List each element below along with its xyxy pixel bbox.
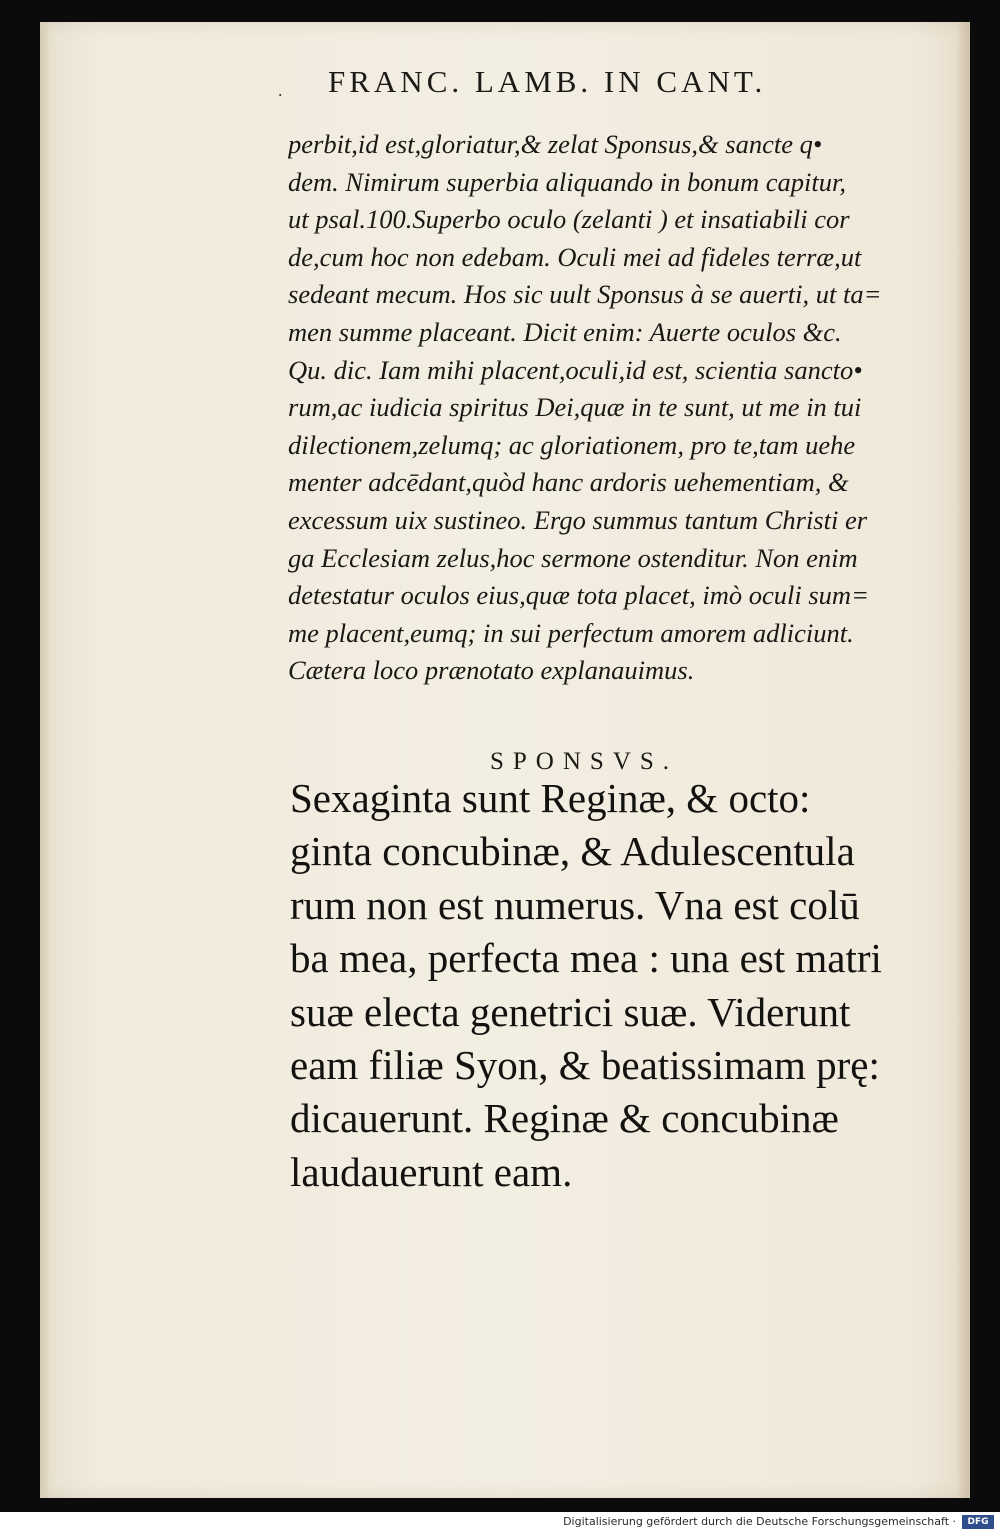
- dfg-logo: DFG: [962, 1515, 994, 1529]
- page-gutter-shadow: [40, 22, 50, 1498]
- funding-notice: Digitalisierung gefördert durch die Deutsche Forschungsgemeinschaft ·: [563, 1515, 956, 1528]
- commentary-line: detestatur oculos eius,quæ tota placet, imò oculi sum=: [288, 580, 869, 611]
- commentary-line: perbit,id est,gloriatur,& zelat Sponsus,& sancte q•: [288, 129, 823, 159]
- scripture-line: Sexaginta sunt Reginæ, & octo:: [290, 775, 811, 821]
- scripture-line: eam filiæ Syon, & beatissimam prę:: [290, 1042, 880, 1089]
- commentary-line: sedeant mecum. Hos sic uult Sponsus à se auerti, ut ta=: [288, 279, 882, 310]
- commentary-line: ga Ecclesiam zelus,hoc sermone ostenditur. Non enim: [288, 542, 858, 573]
- running-head: FRANC. LAMB. IN CANT.: [328, 64, 767, 99]
- commentary-line: me placent,eumq; in sui perfectum amorem adliciunt.: [288, 617, 854, 648]
- commentary-line: de,cum hoc non edebam. Oculi mei ad fideles terræ,ut: [288, 241, 862, 272]
- commentary-line: dilectionem,zelumq; ac gloriationem, pro te,tam uehe: [288, 429, 856, 460]
- footer-bar: [0, 1512, 1000, 1533]
- commentary-line: dem. Nimirum superbia aliquando in bonum capitur,: [288, 166, 846, 197]
- scripture-line: ba mea, perfecta mea : una est matri: [290, 935, 882, 982]
- scripture-line: laudauerunt eam.: [290, 1148, 573, 1195]
- scripture-line: ginta concubinæ, & Adulescentula: [290, 828, 855, 875]
- commentary-line: menter adcēdant,quòd hanc ardoris uehementiam, &: [288, 467, 849, 498]
- commentary-line: Cætera loco prænotato explanauimus.: [288, 655, 695, 686]
- commentary-line: men summe placeant. Dicit enim: Auerte oculos &c.: [288, 316, 842, 347]
- scripture-line: rum non est numerus. Vna est colū: [290, 881, 860, 928]
- page-mark: .: [278, 80, 283, 100]
- commentary-line: Qu. dic. Iam mihi placent,oculi,id est, scientia sancto•: [288, 354, 863, 385]
- commentary-line: ut psal.100.Superbo oculo (zelanti ) et insatiabili cor: [288, 204, 850, 235]
- section-heading: SPONSVS.: [490, 748, 679, 775]
- commentary-text: [288, 126, 960, 690]
- commentary-line: rum,ac iudicia spiritus Dei,quæ in te sunt, ut me in tui: [288, 392, 862, 423]
- scripture-text: [290, 772, 970, 1199]
- scripture-line: suæ electa genetrici suæ. Viderunt: [290, 988, 851, 1035]
- scripture-line: dicauerunt. Reginæ & concubinæ: [290, 1095, 839, 1142]
- commentary-line: excessum uix sustineo. Ergo summus tantum Christi er: [288, 504, 868, 535]
